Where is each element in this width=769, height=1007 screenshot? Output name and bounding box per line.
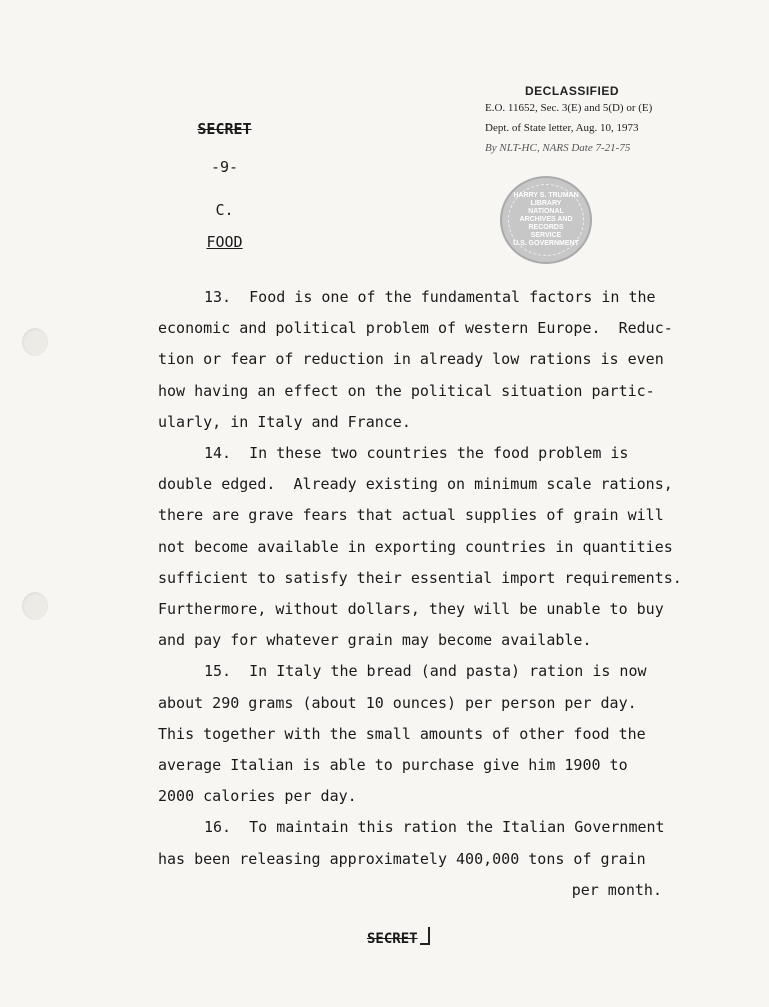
- stamp-line: By NLT-HC, NARS Date 7-21-75: [485, 142, 631, 154]
- paragraph-line: there are grave fears that actual supplies of grain will: [158, 506, 664, 525]
- paragraph-line: not become available in exporting countries in quantities: [158, 537, 673, 556]
- paragraph-line: per month.: [571, 880, 662, 899]
- paragraph-line: average Italian is able to purchase give him 1900 to: [158, 756, 628, 775]
- seal-text: ARCHIVES AND: [519, 216, 573, 223]
- paragraph-line: 14. In these two countries the food problem is: [204, 444, 629, 463]
- paragraph-line: ularly, in Italy and France.: [158, 412, 411, 431]
- paragraph-line: 13. Food is one of the fundamental factors in the: [204, 288, 656, 306]
- stamp-line: E.O. 11652, Sec. 3(E) and 5(D) or (E): [485, 102, 653, 114]
- paragraph-line: sufficient to satisfy their essential import requirements.: [158, 568, 682, 587]
- stamp-line: Dept. of State letter, Aug. 10, 1973: [485, 122, 639, 134]
- paragraph-line: This together with the small amounts of other food the: [158, 724, 646, 743]
- paragraph-line: 16. To maintain this ration the Italian Government: [204, 818, 665, 837]
- paragraph-line: 15. In Italy the bread (and pasta) ration is now: [204, 662, 647, 681]
- paragraph-line: double edged. Already existing on minimum scale rations,: [158, 475, 673, 494]
- classification-footer: [367, 927, 430, 947]
- punch-hole: [22, 592, 48, 620]
- seal-text: SERVICE: [530, 232, 562, 239]
- punch-hole: [22, 328, 48, 356]
- paragraph-line: about 290 grams (about 10 ounces) per person per day.: [158, 693, 637, 712]
- section-title: FOOD: [206, 233, 243, 251]
- paragraph-line: tion or fear of reduction in already low rations is even: [158, 350, 664, 369]
- seal-text: RECORDS: [528, 224, 564, 231]
- paragraph-line: Furthermore, without dollars, they will be unable to buy: [158, 600, 664, 619]
- seal-text: HARRY S. TRUMAN LIBRARY: [513, 192, 579, 207]
- seal-text: U.S. GOVERNMENT: [513, 240, 579, 247]
- paragraph-line: and pay for whatever grain may become available.: [158, 631, 592, 650]
- paragraph-line: 2000 calories per day.: [158, 787, 357, 806]
- seal-text: NATIONAL: [528, 208, 564, 215]
- paragraph-line: has been releasing approximately 400,000 tons of grain: [158, 849, 646, 868]
- declassified-label: DECLASSIFIED: [525, 84, 620, 98]
- document-body: [158, 282, 738, 906]
- strike-mark: [420, 927, 430, 945]
- footer-text: SECRET: [367, 931, 418, 947]
- classification-header: SECRET: [197, 120, 252, 138]
- paragraph-line: how having an effect on the political situation partic-: [158, 381, 655, 400]
- page-number: -9-: [210, 158, 239, 176]
- paragraph-line: economic and political problem of western Europe. Reduc-: [158, 319, 673, 338]
- section-label: C.: [215, 201, 234, 219]
